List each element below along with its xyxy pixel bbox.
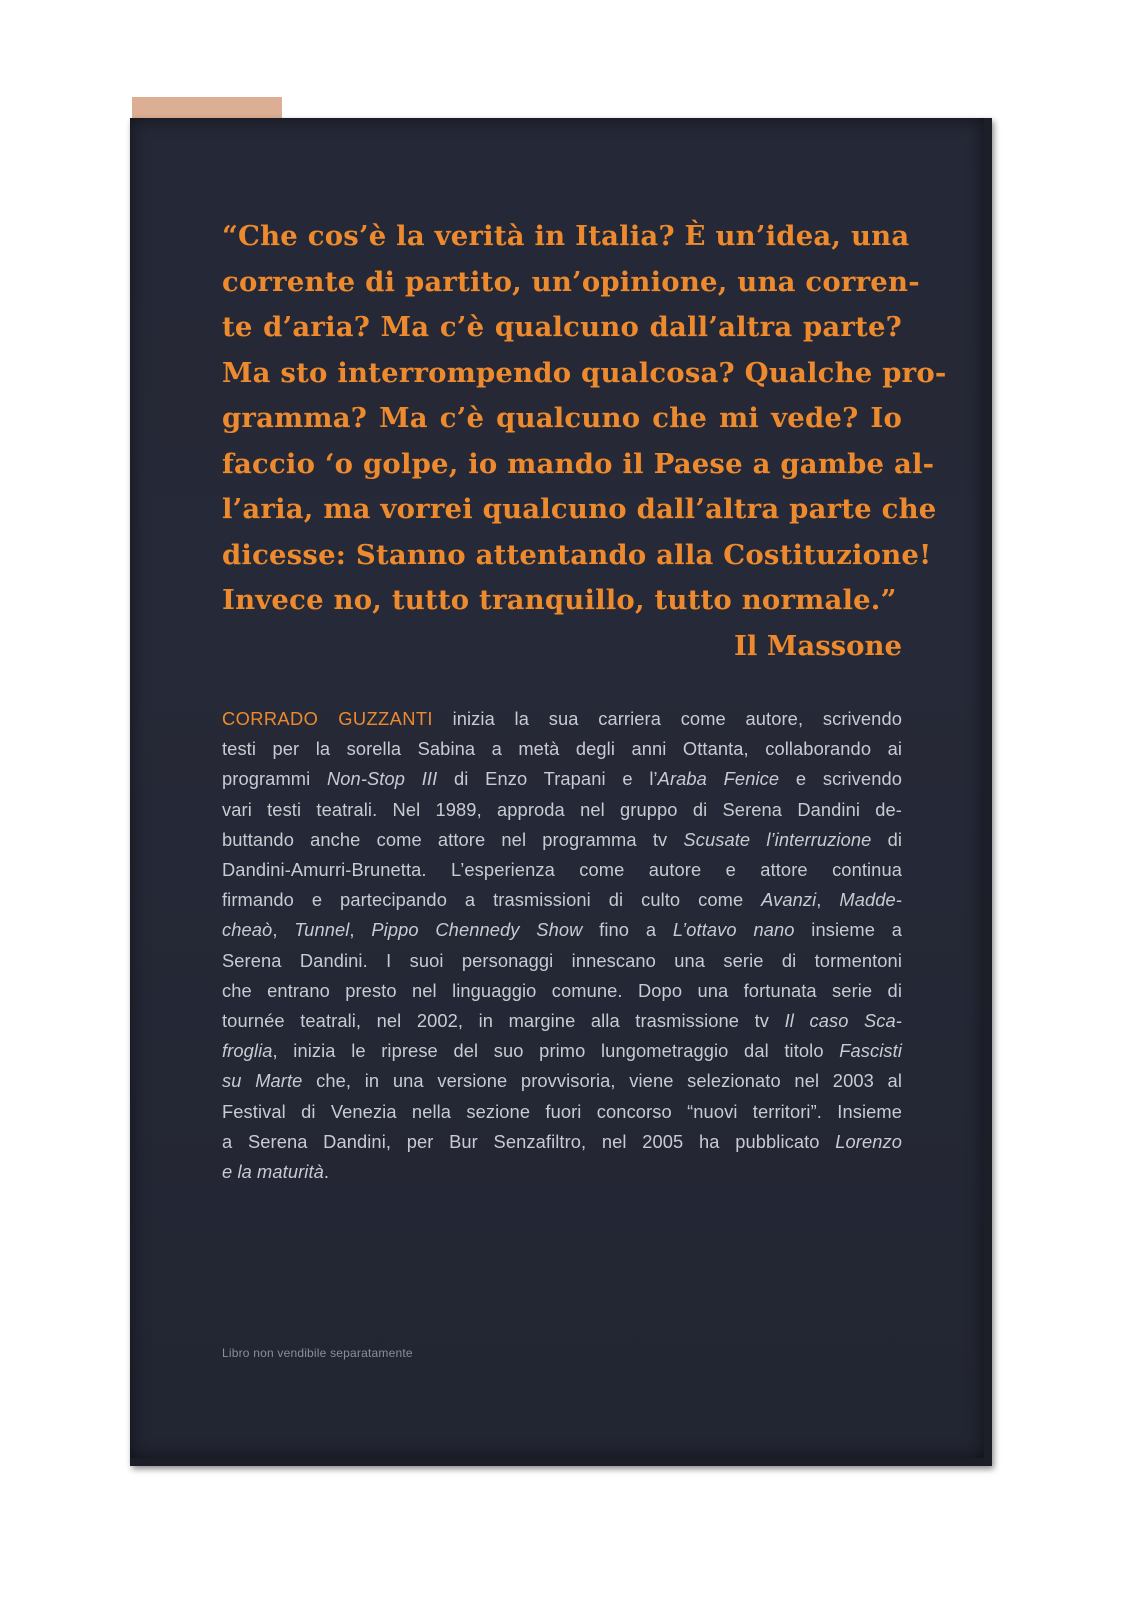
bio-title-italic: su Marte — [222, 1070, 303, 1092]
bio-text: programmi — [222, 768, 327, 790]
bio-text: che, in una versione provvisoria, viene selezionato nel 2003 al — [302, 1070, 902, 1092]
bio-line — [222, 976, 902, 1006]
bio-line — [222, 855, 902, 885]
bio-text: di Enzo Trapani e l’ — [437, 768, 658, 790]
bio-title-italic: froglia — [222, 1040, 273, 1062]
bio-line — [222, 1006, 902, 1036]
bio-title-italic: Araba Fenice — [657, 768, 780, 790]
bio-text: Serena Dandini. I suoi personaggi innescano una serie di tormentoni — [222, 949, 902, 971]
bio-line — [222, 885, 902, 915]
bio-line — [222, 825, 902, 855]
quote-line: dicesse: Stanno attentando alla Costituzione! — [222, 538, 932, 571]
quote-line: “Che cos’è la verità in Italia? È un’idea, una — [222, 220, 910, 252]
bio-text: tournée teatrali, nel 2002, in margine alla trasmissione tv — [222, 1010, 785, 1032]
quote-attribution: Il Massone — [734, 630, 902, 662]
bio-text: insieme a — [794, 919, 903, 941]
bio-title-italic: Fascisti — [839, 1040, 902, 1062]
bio-title-italic: Scusate l’interruzione — [683, 828, 872, 850]
bio-line — [222, 946, 902, 976]
bio-title-italic: Tunnel — [294, 919, 350, 941]
quote-line: te d’aria? Ma c’è qualcuno dall’altra parte? — [222, 311, 902, 343]
quote-line: Invece no, tutto tranquillo, tutto normale.” — [222, 584, 897, 616]
sale-notice: Libro non vendibile separatamente — [222, 1346, 413, 1360]
bio-text: e scrivendo — [779, 768, 902, 790]
author-name: CORRADO GUZZANTI — [222, 708, 433, 729]
bio-text: , — [272, 919, 295, 941]
bio-text: , — [816, 889, 840, 911]
back-cover — [130, 118, 992, 1466]
bio-title-italic: e la maturità — [222, 1161, 324, 1183]
bio-text: inizia la sua carriera come autore, scrivendo — [432, 708, 902, 729]
bio-text: vari testi teatrali. Nel 1989, approda nel gruppo di Serena Dandini de- — [222, 798, 902, 820]
bio-line — [222, 734, 902, 764]
bio-text: Dandini-Amurri-Brunetta. L’esperienza come autore e attore continua — [222, 859, 902, 881]
quote-line: corrente di partito, un’opinione, una corren- — [222, 265, 920, 298]
bio-title-italic: cheaò — [222, 919, 273, 941]
bio-text: buttando anche come attore nel programma tv — [222, 828, 684, 850]
bio-title-italic: Non-Stop III — [326, 768, 438, 790]
bio-text: testi per la sorella Sabina a metà degli anni Ottanta, collaborando ai — [222, 738, 902, 760]
quote-line: faccio ‘o golpe, io mando il Paese a gambe al- — [222, 447, 935, 480]
bio-title-italic: Il caso Sca- — [784, 1010, 902, 1032]
bio-text: Festival di Venezia nella sezione fuori concorso “nuovi territori”. Insieme — [222, 1100, 902, 1122]
quote-line: Ma sto interrompendo qualcosa? Qualche pro- — [222, 356, 947, 389]
bio-text: di — [871, 828, 903, 850]
blurb-quote — [222, 214, 947, 624]
bio-text: fino a — [582, 919, 673, 941]
quote-line: gramma? Ma c’è qualcuno che mi vede? Io — [222, 402, 902, 434]
bio-text: , — [349, 919, 372, 941]
bio-line — [222, 764, 902, 794]
bio-title-italic: Lorenzo — [835, 1130, 902, 1152]
bio-title-italic: Pippo Chennedy Show — [371, 919, 583, 941]
bio-line — [222, 1127, 902, 1157]
bio-text: firmando e partecipando a trasmissioni di culto come — [222, 889, 762, 911]
bio-text: che entrano presto nel linguaggio comune. Dopo una fortunata serie di — [222, 979, 902, 1001]
bio-line — [222, 915, 902, 945]
bio-line — [222, 704, 902, 734]
author-biography — [222, 704, 902, 1187]
bio-title-italic: Avanzi — [761, 889, 817, 911]
bio-title-italic: L’ottavo nano — [672, 919, 795, 941]
bio-title-italic: Madde- — [839, 889, 902, 911]
bio-text: , inizia le riprese del suo primo lungometraggio dal titolo — [272, 1040, 840, 1062]
bio-line — [222, 1036, 902, 1066]
bio-line — [222, 795, 902, 825]
bio-text: a Serena Dandini, per Bur Senzafiltro, nel 2005 ha pubblicato — [222, 1130, 836, 1152]
bio-line — [222, 1157, 902, 1187]
bio-line — [222, 1066, 902, 1096]
quote-line: l’aria, ma vorrei qualcuno dall’altra parte che — [222, 493, 937, 525]
bio-line — [222, 1097, 902, 1127]
bio-text: . — [323, 1161, 330, 1183]
